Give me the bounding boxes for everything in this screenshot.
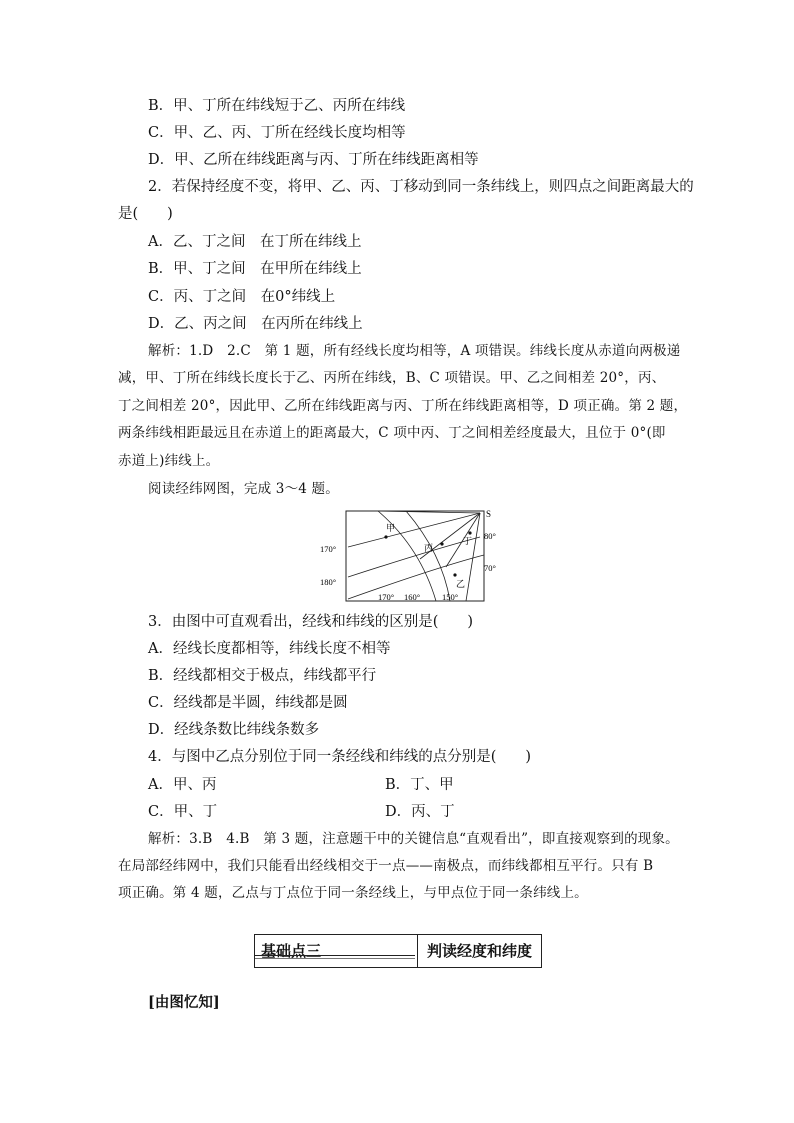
bottom-label-150: 150° bbox=[442, 592, 459, 602]
section-label: 基础点三 bbox=[261, 942, 322, 960]
q3-option-c: C．经线都是半圆，纬线都是圆 bbox=[148, 695, 348, 711]
left-label-180: 180° bbox=[320, 577, 337, 587]
analysis1-line2: 减，甲、丁所在纬线长度长于乙、丙所在纬线，B、C 项错误。甲、乙之间相差 20°，丙、 bbox=[118, 370, 666, 386]
bottom-label-160: 160° bbox=[404, 592, 421, 602]
section-underline bbox=[255, 955, 415, 956]
left-label-170: 170° bbox=[320, 544, 337, 554]
section-divider bbox=[417, 935, 418, 967]
point-jia-label: 甲 bbox=[386, 524, 396, 534]
point-ding-label: 丁 bbox=[463, 537, 473, 547]
right-label-80: 80° bbox=[484, 531, 496, 541]
q4-option-d: D．丙、丁 bbox=[385, 804, 455, 820]
point-bing-label: 丙 bbox=[424, 544, 434, 554]
q2-stem-line2: 是( ) bbox=[118, 206, 173, 222]
analysis1-line5: 赤道上)纬线上。 bbox=[118, 453, 220, 469]
q3-option-a: A．经线长度都相等，纬线长度不相等 bbox=[148, 641, 391, 657]
analysis2-line3: 项正确。第 4 题，乙点与丁点位于同一条经线上，与甲点位于同一条纬线上。 bbox=[118, 885, 588, 901]
point-ding bbox=[468, 531, 471, 534]
section-underline-thin bbox=[255, 958, 415, 959]
analysis1-line1: 解析：1.D 2.C 第 1 题，所有经线长度均相等，A 项错误。纬线长度从赤道向两极递 bbox=[148, 343, 681, 359]
q4-option-b: B．丁、甲 bbox=[385, 777, 454, 793]
q1-option-d: D．甲、乙所在纬线距离与丙、丁所在纬线距离相等 bbox=[148, 152, 479, 168]
q2-option-b: B．甲、丁之间 在甲所在纬线上 bbox=[148, 261, 362, 277]
point-bing bbox=[440, 542, 443, 545]
analysis2-line2: 在局部经纬网中，我们只能看出经线相交于一点——南极点，而纬线都相互平行。只有 B bbox=[118, 858, 654, 874]
analysis1-line4: 两条纬线相距最远且在赤道上的距离最大，C 项中丙、丁之间相差经度最大，且位于 0°(即 bbox=[118, 425, 666, 441]
q2-option-a: A．乙、丁之间 在丁所在纬线上 bbox=[148, 234, 362, 250]
section-title: 判读经度和纬度 bbox=[427, 942, 533, 960]
section-header-box bbox=[254, 934, 542, 968]
q4-stem: 4．与图中乙点分别位于同一条经线和纬线的点分别是( ) bbox=[148, 749, 532, 765]
q4-option-a: A．甲、丙 bbox=[148, 777, 217, 793]
q2-option-d: D．乙、丙之间 在丙所在纬线上 bbox=[148, 316, 363, 332]
point-jia bbox=[384, 535, 387, 538]
q2-stem-line1: 2．若保持经度不变，将甲、乙、丙、丁移动到同一条纬线上，则四点之间距离最大的 bbox=[148, 179, 694, 195]
q1-option-b: B．甲、丁所在纬线短于乙、丙所在纬线 bbox=[148, 98, 406, 114]
graticule-map bbox=[318, 507, 508, 605]
subheading: [由图忆知] bbox=[148, 994, 220, 1011]
reading-intro: 阅读经纬网图，完成 3～4 题。 bbox=[148, 481, 339, 497]
q2-option-c: C．丙、丁之间 在0°纬线上 bbox=[148, 289, 336, 305]
q3-option-b: B．经线都相交于极点，纬线都平行 bbox=[148, 668, 377, 684]
point-yi-label: 乙 bbox=[456, 580, 466, 590]
analysis2-line1: 解析：3.B 4.B 第 3 题，注意题干中的关键信息“直观看出”，即直接观察到的现象。 bbox=[148, 831, 679, 847]
q3-stem: 3．由图中可直观看出，经线和纬线的区别是( ) bbox=[148, 614, 474, 630]
analysis1-line3: 丁之间相差 20°，因此甲、乙所在纬线距离与丙、丁所在纬线距离相等，D 项正确。第 2 题， bbox=[118, 398, 688, 414]
point-yi bbox=[453, 573, 456, 576]
right-label-70: 70° bbox=[484, 563, 496, 573]
q1-option-c: C．甲、乙、丙、丁所在经线长度均相等 bbox=[148, 125, 406, 141]
q3-option-d: D．经线条数比纬线条数多 bbox=[148, 722, 320, 738]
bottom-label-170: 170° bbox=[378, 592, 395, 602]
q4-option-c: C．甲、丁 bbox=[148, 804, 218, 820]
pole-label: S bbox=[486, 509, 492, 519]
